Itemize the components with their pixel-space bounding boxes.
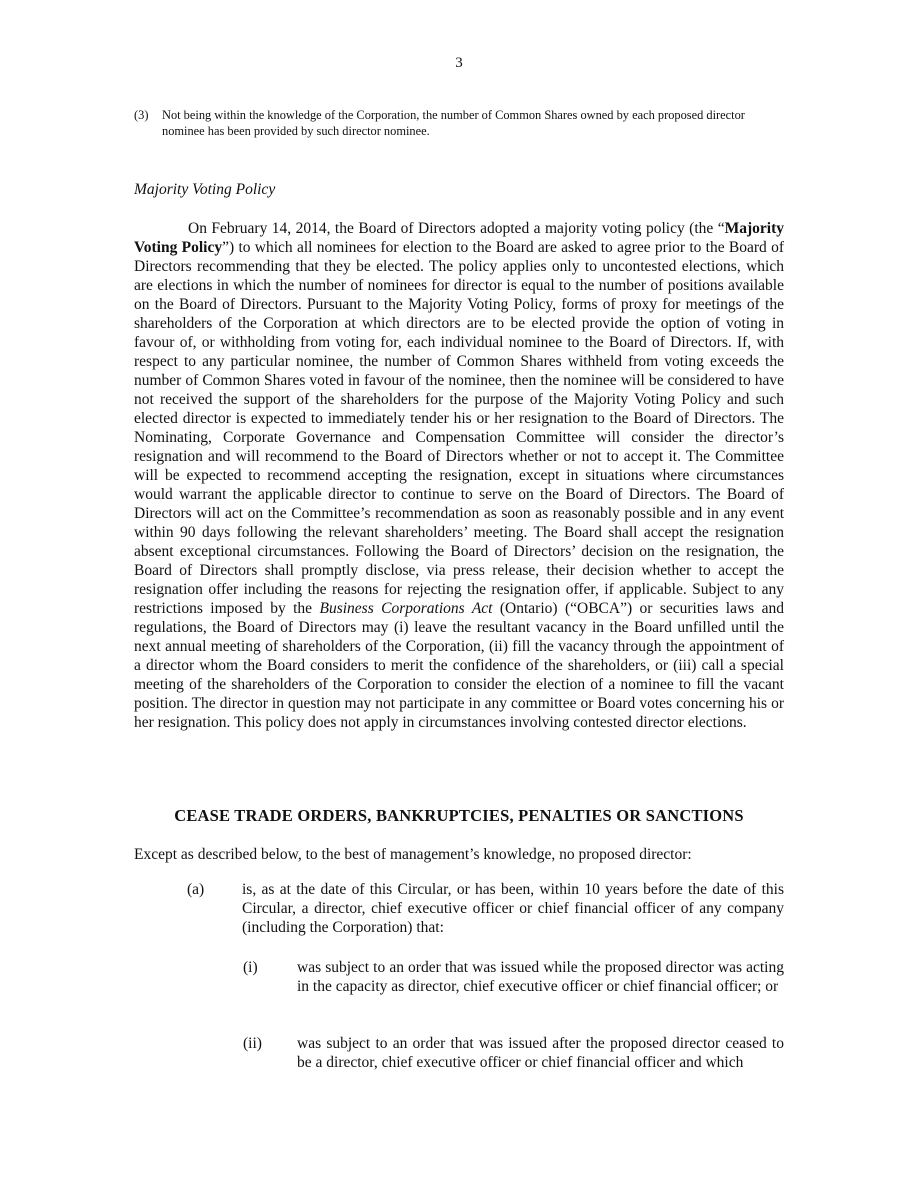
cease-trade-intro: Except as described below, to the best of management’s knowledge, no proposed director: bbox=[134, 846, 692, 863]
sub-list-marker-i: (i) bbox=[243, 959, 258, 976]
cease-trade-heading: CEASE TRADE ORDERS, BANKRUPTCIES, PENALTIES OR SANCTIONS bbox=[174, 806, 744, 825]
paragraph-bold-term: Majority Voting Policy bbox=[134, 220, 784, 256]
sub-list-item-i bbox=[243, 958, 784, 996]
list-text-a: is, as at the date of this Circular, or has been, within 10 years before the date of this Circular, a director, chief executive officer or chief financial officer of any company (including the Corporation) that: bbox=[242, 881, 784, 936]
majority-voting-heading: Majority Voting Policy bbox=[134, 181, 276, 198]
paragraph-text-1: On February 14, 2014, the Board of Directors adopted a majority voting policy (the “ bbox=[188, 220, 725, 237]
list-marker-a: (a) bbox=[187, 881, 205, 898]
sub-list-item-ii bbox=[243, 1034, 784, 1072]
paragraph-text-3: (Ontario) (“OBCA”) or securities laws and regulations, the Board of Directors may (i) leave the resultant vacancy in the Board unfilled until the next annual meeting of shareholders of the Corporation, (ii) fill the vacancy through the appointment of a director whom the Board considers to merit the confidence of the shareholders, or (iii) call a special meeting of the shareholders of the Corporation to consider the election of a nominee to fill the vacant position. The director in question may not participate in any committee or Board votes concerning his or her resignation. This policy does not apply in circumstances involving contested director elections. bbox=[134, 600, 784, 731]
sub-list-marker-ii: (ii) bbox=[243, 1035, 262, 1052]
footnote bbox=[134, 107, 774, 139]
page-number: 3 bbox=[455, 55, 463, 71]
list-item-a bbox=[134, 880, 784, 937]
footnote-marker: (3) bbox=[134, 108, 149, 122]
footnote-text: Not being within the knowledge of the Corporation, the number of Common Shares owned by each proposed director nominee has been provided by such director nominee. bbox=[162, 108, 745, 138]
majority-voting-paragraph bbox=[134, 219, 784, 732]
paragraph-text-2: ”) to which all nominees for election to the Board are asked to agree prior to the Board of Directors recommending that they be elected. The policy applies only to uncontested elections, which are elections in which the number of nominees for director is equal to the number of positions available on the Board of Directors. Pursuant to the Majority Voting Policy, forms of proxy for meetings of the shareholders of the Corporation at which directors are to be elected provide the option of voting in favour of, or withholding from voting for, each individual nominee to the Board of Directors. If, with respect to any particular nominee, the number of Common Shares withheld from voting exceeds the number of Common Shares voted in favour of the nominee, then the nominee will be considered to have not received the support of the shareholders for the purpose of the Majority Voting Policy and such elected director is expected to immediately tender his or her resignation to the Board of Directors. The Nominating, Corporate Governance and Compensation Committee will consider the director’s resignation and will recommend to the Board of Directors whether or not to accept it. The Committee will be expected to recommend accepting the resignation, except in situations where circumstances would warrant the applicable director to continue to serve on the Board of Directors. The Board of Directors will act on the Committee’s recommendation as soon as reasonably possible and in any event within 90 days following the relevant shareholders’ meeting. The Board shall accept the resignation absent exceptional circumstances. Following the Board of Directors’ decision on the resignation, the Board of Directors shall promptly disclose, via press release, their decision whether to accept the resignation offer including the reasons for rejecting the resignation offer, if applicable. Subject to any restrictions imposed by the bbox=[134, 239, 784, 617]
sub-list-text-i: was subject to an order that was issued while the proposed director was acting in the capacity as director, chief executive officer or chief financial officer; or bbox=[297, 959, 784, 995]
sub-list-text-ii: was subject to an order that was issued after the proposed director ceased to be a director, chief executive officer or chief financial officer and which bbox=[297, 1035, 784, 1071]
paragraph-italic-act: Business Corporations Act bbox=[319, 600, 493, 617]
